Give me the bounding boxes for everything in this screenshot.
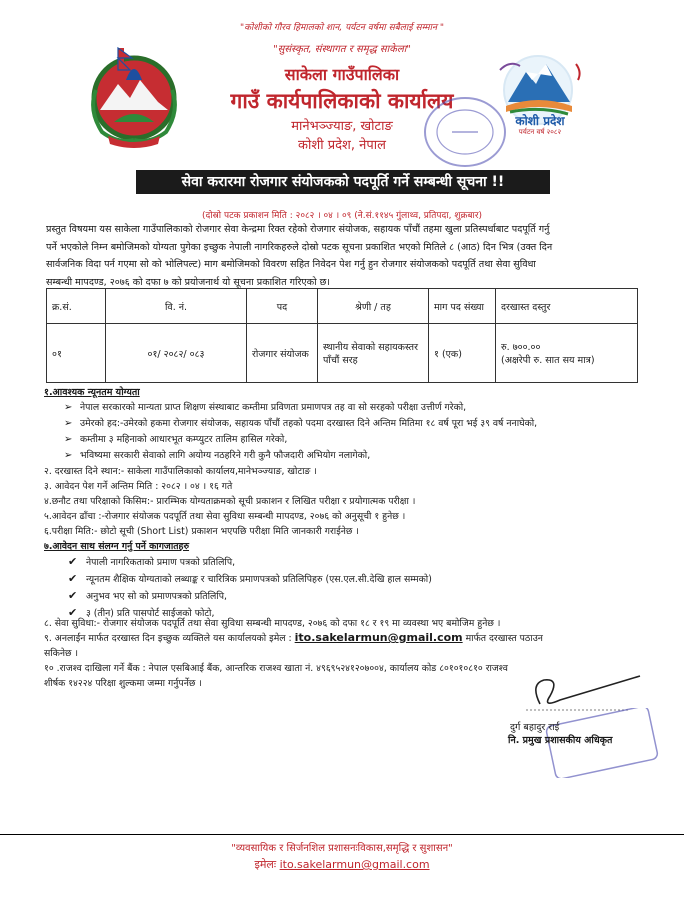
cell-fee: [496, 324, 638, 383]
documents-heading: ७.आवेदन साथ संलग्न गर्नु पर्ने कागजातहरु: [44, 541, 190, 552]
header-slogan-1: "कोशीको गौरव हिमालको शान, पर्यटन वर्षमा सबैलाई सम्मान ": [239, 23, 444, 33]
footer-email-link[interactable]: ito.sakelarmun@gmail.com: [279, 858, 430, 871]
office-email-link[interactable]: ito.sakelarmun@gmail.com: [294, 631, 463, 644]
selection-method: ४.छनौट तथा परिक्षाको किसिम:- प्रारम्भिक योग्यताक्रमको सूची प्रकाशन र लिखित परीक्षा र प्रयोगात्मक परीक्षा ।: [44, 496, 416, 507]
notice-title-banner: सेवा करारमा रोजगार संयोजकको पदपूर्ति गर्ने सम्बन्धी सूचना !!: [136, 170, 550, 194]
check-icon: ✔: [68, 555, 78, 568]
arrow-bullet-icon: ➢: [64, 402, 73, 413]
intro-line: प्रस्तुत विषयमा यस साकेला गाउँपालिकाको रोजगार सेवा केन्द्रमा रिक्त रहेको रोजगार संयोजक, सहायक पाँचौं तहमा खुला प्रतिस्पर्धाबाट पदपूर्ति गर्नु: [46, 224, 550, 235]
col-header-adv-no: वि. नं.: [106, 289, 247, 324]
fee-amount: रु. ७००.००: [501, 342, 541, 353]
header-slogan-2: "सुसंस्कृत, संस्थागत र समृद्ध साकेला": [273, 44, 411, 55]
koshi-logo-text: कोशी प्रदेश: [515, 114, 565, 128]
last-date: ३. आवेदन पेश गर्ने अन्तिम मिति : २०८२ । ०४ । १६ गते: [44, 481, 233, 492]
footer-divider: [0, 834, 684, 835]
list-item: ✔ ३ (तीन) प्रति पासपोर्ट साईजको फोटो,: [68, 606, 215, 619]
footer-slogan: "व्यवसायिक र सिर्जनशिल प्रशासनःविकास,समृद्धि र सुशासन": [231, 843, 453, 854]
col-header-fee: दरखास्त दस्तुर: [496, 289, 638, 324]
revenue-bank-cont: शीर्षक १४२२४ परिक्षा शुल्कमा जम्मा गर्नुपर्नेछ ।: [44, 678, 202, 689]
col-header-sn: क्र.सं.: [47, 289, 106, 324]
exam-date: ६.परीक्षा मिति:- छोटो सूची (Short List) प्रकाशन भएपछि परीक्षा मिति जानकारी गराईनेछ ।: [44, 526, 359, 537]
col-header-count: माग पद संख्या: [429, 289, 496, 324]
col-header-level: श्रेणी / तह: [318, 289, 429, 324]
table-header-row: [47, 289, 638, 324]
requirements-list: [64, 400, 664, 464]
cell-sn: ०१: [47, 324, 106, 383]
vacancy-table: [46, 288, 638, 383]
intro-line: पर्ने भएकोले निम्न बमोजिमको योग्यता पुगेका इच्छुक नेपाली नागरिकहरुले दोस्रो पटक सूचना प्रकाशित भएको मितिले ८ (आठ) दिन भित्र (उक्त दिन: [46, 241, 553, 253]
check-icon: ✔: [68, 572, 78, 585]
documents-list: [68, 554, 668, 622]
application-place: २. दरखास्त दिने स्थान:- साकेला गाउँपालिकाको कार्यालय,मानेभञ्ज्याङ, खोटाङ ।: [44, 466, 317, 477]
list-item: ✔ नेपाली नागरिकताको प्रमाण पत्रको प्रतिलिपि,: [68, 555, 236, 568]
online-application-cont: सकिनेछ ।: [44, 648, 78, 659]
intro-line: सम्बन्धी मापदण्ड, २०७६ को दफा ७ को प्रयोजनार्थ यो सूचना प्रकाशित गरिएको छ।: [46, 276, 330, 288]
list-item: ✔ अनुभव भए सो को प्रमाणपत्रको प्रतिलिपि,: [68, 589, 227, 602]
list-item: ✔ न्यूनतम शैक्षिक योग्यताको लब्धाङ्क र चारित्रिक प्रमाणपत्रको प्रतिलिपिहरु (एस.एल.सी.देखि हाल सम्मको): [68, 572, 432, 585]
check-icon: ✔: [68, 589, 78, 602]
municipality-name: साकेला गाउँपालिका: [284, 65, 400, 84]
office-name: गाउँ कार्यपालिकाको कार्यालय: [230, 89, 454, 113]
fee-words: (अक्षरेपी रु. सात सय मात्र): [501, 355, 595, 366]
service-facility: ८. सेवा सुविधा:- रोजगार संयोजक पदपूर्ति तथा सेवा सुविधा सम्बन्धी मापदण्ड, २०७६ को दफा १८ र १९ मा व्यवस्था भए बमोजिम हुनेछ ।: [44, 618, 501, 629]
list-item: ➢ नेपाल सरकारको मान्यता प्राप्त शिक्षण संस्थाबाट कम्तीमा प्रविणता प्रमाणपत्र तह वा सो सरहको परीक्षा उत्तीर्ण गरेको,: [64, 400, 664, 416]
footer-email: इमेलः ito.sakelarmun@gmail.com: [254, 858, 430, 871]
check-icon: ✔: [68, 606, 78, 619]
revenue-bank: १० .राजश्व दाखिला गर्ने बैंक : नेपाल एसबिआई बैंक, आन्तरिक राजश्व खाता नं. ४९६९५२४१२०७००४, कार्यालय कोड ८०१०१०८१० राजश्व: [44, 663, 508, 674]
cell-adv-no: ०१/ २०८२/ ०८३: [106, 324, 247, 383]
arrow-bullet-icon: ➢: [64, 418, 73, 429]
signer-title: नि. प्रमुख प्रशासकीय अधिकृत: [508, 735, 613, 746]
intro-line: सार्वजनिक विदा पर्न गएमा सो को भोलिपल्ट) माग बमोजिमको विवरण सहित निवेदन पेश गर्नु हुन रोजगार संयोजकको पदपूर्ति तथा सेवा सुविधा: [46, 259, 536, 270]
publication-date: (दोस्रो पटक प्रकाशन मिति : २०८२ । ०४ । ०९ (ने.सं.११४५ गुंलाथ्व, प्रतिपदा, शुक्रबार): [201, 211, 483, 221]
list-item: ➢ उमेरको हद:-उमेरको हकमा रोजगार संयोजक, सहायक पाँचौं तहको पदमा दरखास्त दिने अन्तिम मितिमा १८ वर्ष पूरा भई ३९ वर्ष ननाघेको,: [64, 416, 664, 432]
requirements-heading: १.आवश्यक न्यूनतम योग्यता: [44, 387, 140, 398]
signer-name: दुर्ग बहादुर राई: [510, 722, 560, 733]
koshi-logo-subtext: पर्यटन वर्ष २०८२: [518, 128, 562, 136]
application-format: ५.आवेदन ढाँचा :-रोजगार संयोजक पदपूर्ति तथा सेवा सुविधा सम्बन्धी मापदण्ड, २०७६ को अनुसूची १ हुनेछ ।: [44, 511, 406, 522]
cell-post: रोजगार संयोजक: [247, 324, 318, 383]
list-item: ➢ भविष्यमा सरकारी सेवाको लागि अयोग्य नठहरिने गरी कुनै फौजदारी अभियोग नलागेको,: [64, 448, 664, 464]
cell-level: स्थानीय सेवाको सहायकस्तर पाँचौं सरह: [318, 324, 429, 383]
list-item: ➢ कम्तीमा ३ महिनाको आधारभूत कम्प्युटर तालिम हासिल गरेको,: [64, 432, 664, 448]
office-stamp-icon: [420, 92, 510, 172]
online-application: ९. अनलाईन मार्फत दरखास्त दिन इच्छुक व्यक्तिले यस कार्यालयको इमेल : ito.sakelarmun@gmail.com मार्फत दरखास्त पठाउन: [44, 631, 543, 644]
arrow-bullet-icon: ➢: [64, 450, 73, 461]
arrow-bullet-icon: ➢: [64, 434, 73, 445]
table-row: [47, 324, 638, 383]
address-line-2: कोशी प्रदेश, नेपाल: [298, 138, 386, 153]
cell-count: १ (एक): [429, 324, 496, 383]
col-header-post: पद: [247, 289, 318, 324]
address-line-1: मानेभञ्ज्याङ, खोटाङ: [291, 119, 393, 134]
intro-paragraph: [46, 221, 646, 291]
